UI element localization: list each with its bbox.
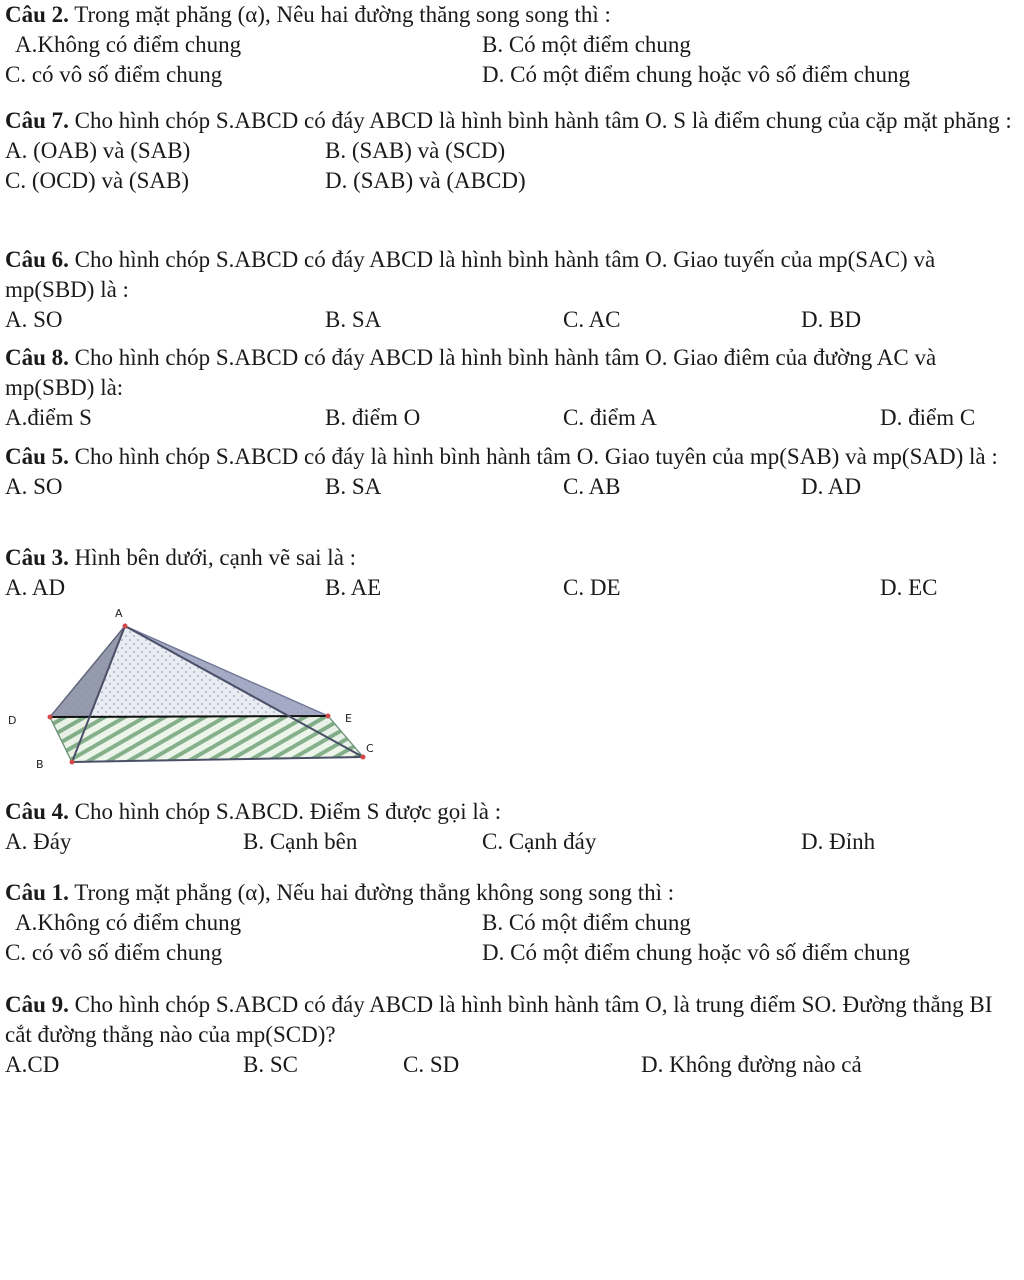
option-a[interactable]: A. Đáy	[5, 829, 72, 854]
options-row	[5, 166, 1020, 196]
option-b[interactable]: B. Có một điểm chung	[482, 910, 691, 935]
question-6	[5, 245, 1020, 335]
edge-de	[50, 716, 328, 717]
question-stem	[5, 990, 1020, 1050]
options-row	[5, 908, 1020, 938]
question-1	[5, 878, 1020, 968]
vertex-c	[361, 755, 366, 760]
question-text: Cho hình chóp S.ABCD. Điểm S được gọi là :	[68, 799, 502, 824]
option-c[interactable]: C. có vô số điểm chung	[5, 62, 223, 87]
question-text: Trong mặt phẳng (α), Nếu hai đường thẳng không song song thì :	[68, 880, 675, 905]
option-c[interactable]: C. điểm A	[563, 405, 657, 430]
label-e: E	[345, 712, 352, 725]
question-7	[5, 106, 1020, 196]
question-label: Câu 6.	[5, 247, 69, 272]
question-stem	[5, 442, 1020, 472]
option-b[interactable]: B. AE	[325, 575, 382, 600]
question-label: Câu 3.	[5, 545, 69, 570]
option-c[interactable]: C. (OCD) và (SAB)	[5, 168, 189, 193]
question-text: Cho hình chóp S.ABCD có đáy ABCD là hình bình hành tâm O. S là điểm chung của cặp mặt phăng :	[68, 108, 1012, 133]
option-c[interactable]: C. DE	[563, 575, 621, 600]
question-text: Cho hình chóp S.ABCD có đáy ABCD là hình bình hành tâm O. Giao tuyến của mp(SAC) và mp(SBD) là :	[5, 247, 936, 302]
option-d[interactable]: D. Có một điểm chung hoặc vô số điểm chung	[482, 62, 910, 87]
question-text: Cho hình chóp S.ABCD có đáy ABCD là hình bình hành tâm O. Giao điêm của đường AC và mp(SBD) là:	[5, 345, 937, 400]
question-stem	[5, 878, 1020, 908]
question-text: Hình bên dưới, cạnh vẽ sai là :	[68, 545, 357, 570]
option-c[interactable]: C. có vô số điểm chung	[5, 940, 223, 965]
option-d[interactable]: D. EC	[880, 575, 938, 600]
option-b[interactable]: B. Cạnh bên	[243, 829, 358, 854]
option-a[interactable]: A. SO	[5, 307, 63, 332]
vertex-e	[326, 714, 331, 719]
question-label: Câu 9.	[5, 992, 69, 1017]
option-a[interactable]: A.điểm S	[5, 405, 92, 430]
label-c: C	[366, 742, 374, 755]
question-label: Câu 7.	[5, 108, 69, 133]
option-a[interactable]: A.CD	[5, 1052, 60, 1077]
option-b[interactable]: B. (SAB) và (SCD)	[325, 138, 506, 163]
label-d: D	[8, 714, 17, 727]
vertex-d	[48, 715, 53, 720]
options-row	[5, 1050, 1020, 1080]
question-stem	[5, 797, 1020, 827]
vertex-b	[70, 760, 75, 765]
option-c[interactable]: C. AC	[563, 307, 621, 332]
question-label: Câu 5.	[5, 444, 69, 469]
options-row	[5, 136, 1020, 166]
option-c[interactable]: C. Cạnh đáy	[482, 829, 597, 854]
option-d[interactable]: D. BD	[801, 307, 862, 332]
options-row	[5, 827, 1020, 857]
question-text: Cho hình chóp S.ABCD có đáy là hình bình hành tâm O. Giao tuyên của mp(SAB) và mp(SAD) là :	[68, 444, 998, 469]
option-b[interactable]: B. SA	[325, 307, 382, 332]
option-c[interactable]: C. AB	[563, 474, 621, 499]
options-row	[5, 60, 1020, 90]
question-label: Câu 1.	[5, 880, 69, 905]
question-stem	[5, 343, 1020, 403]
base-bced	[50, 716, 363, 762]
question-stem	[5, 245, 1020, 305]
question-stem	[5, 106, 1020, 136]
option-b[interactable]: B. SC	[243, 1052, 298, 1077]
pyramid-figure	[8, 602, 380, 777]
options-row	[5, 472, 1020, 502]
vertex-a	[123, 624, 128, 629]
question-stem	[5, 0, 1020, 30]
option-d[interactable]: D. Có một điểm chung hoặc vô số điểm chung	[482, 940, 910, 965]
question-3	[5, 543, 1020, 603]
question-5	[5, 442, 1020, 502]
option-a[interactable]: A. AD	[5, 575, 66, 600]
question-text: Cho hình chóp S.ABCD có đáy ABCD là hình bình hành tâm O, là trung điểm SO. Đường thẳng BI cắt đường thẳng nào của mp(SCD)?	[5, 992, 993, 1047]
option-a[interactable]: A.Không có điểm chung	[15, 32, 242, 57]
option-b[interactable]: B. Có một điểm chung	[482, 32, 691, 57]
option-d[interactable]: D. Không đường nào cả	[641, 1052, 862, 1077]
option-a[interactable]: A.Không có điểm chung	[15, 910, 242, 935]
option-b[interactable]: B. điểm O	[325, 405, 421, 430]
options-row	[5, 403, 1020, 433]
question-label: Câu 2.	[5, 2, 69, 27]
options-row	[5, 305, 1020, 335]
option-d[interactable]: D. AD	[801, 474, 862, 499]
options-row	[5, 30, 1020, 60]
option-a[interactable]: A. SO	[5, 474, 63, 499]
label-a: A	[115, 607, 123, 620]
question-text: Trong mặt phăng (α), Nêu hai đường thăng song song thì :	[68, 2, 611, 27]
option-d[interactable]: D. (SAB) và (ABCD)	[325, 168, 526, 193]
question-9	[5, 990, 1020, 1080]
question-8	[5, 343, 1020, 433]
question-label: Câu 4.	[5, 799, 69, 824]
options-row	[5, 573, 1020, 603]
option-d[interactable]: D. điểm C	[880, 405, 976, 430]
option-c[interactable]: C. SD	[403, 1052, 460, 1077]
option-d[interactable]: D. Đỉnh	[801, 829, 876, 854]
options-row	[5, 938, 1020, 968]
option-b[interactable]: B. SA	[325, 474, 382, 499]
question-2	[5, 0, 1020, 90]
option-a[interactable]: A. (OAB) và (SAB)	[5, 138, 191, 163]
question-label: Câu 8.	[5, 345, 69, 370]
label-b: B	[36, 758, 44, 771]
question-4	[5, 797, 1020, 857]
question-stem	[5, 543, 1020, 573]
